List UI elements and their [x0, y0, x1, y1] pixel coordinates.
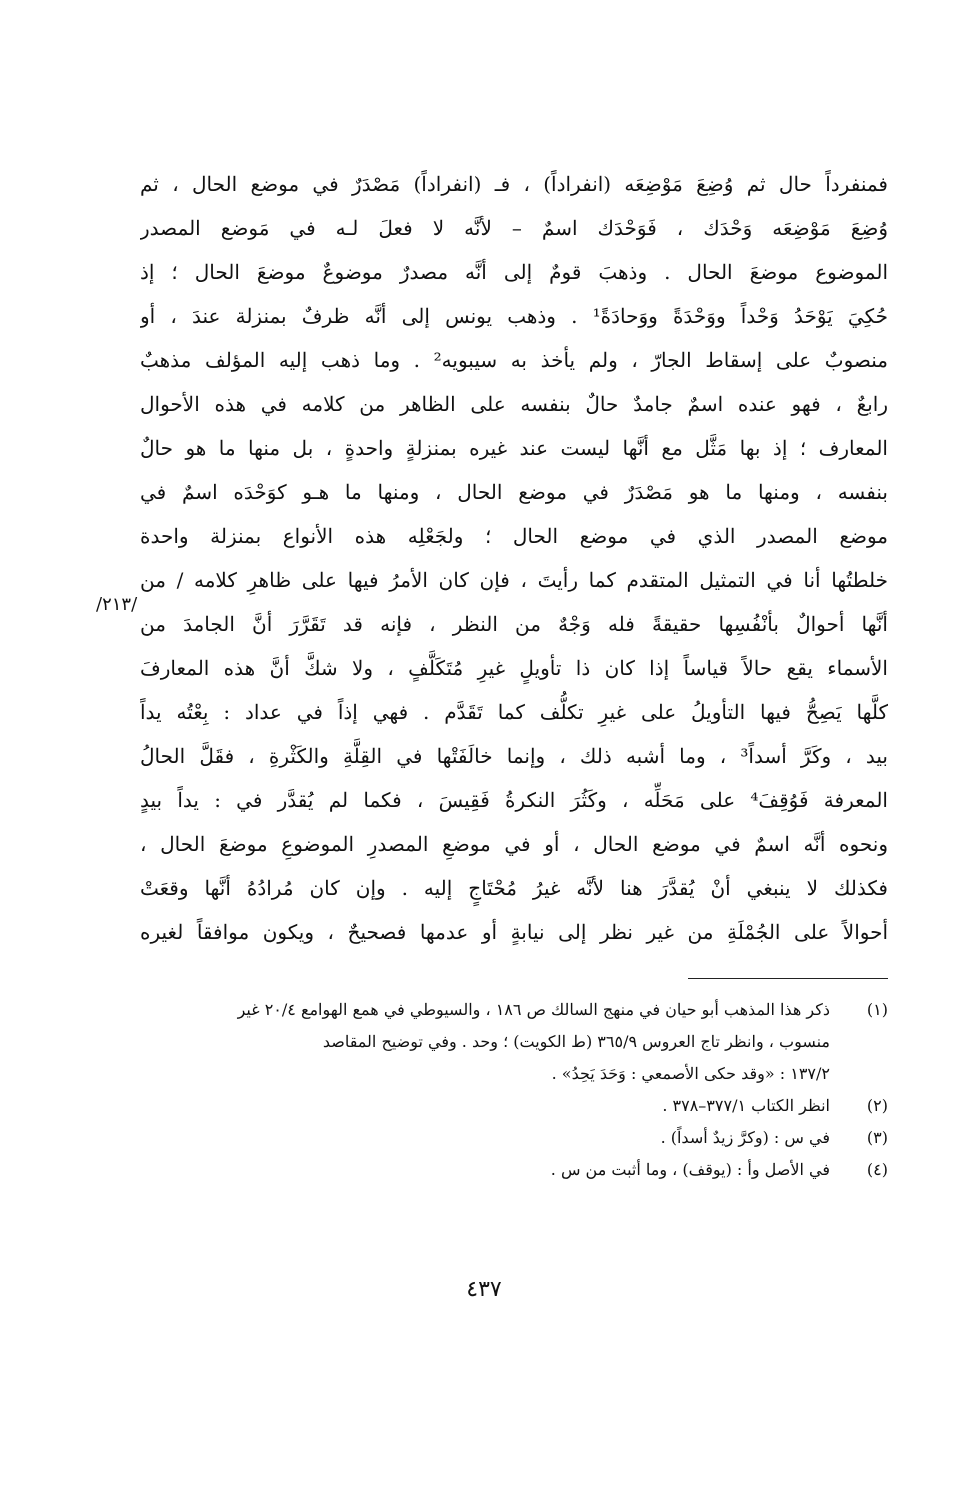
- footnote: [140, 1154, 888, 1186]
- text-line: رابعٌ ، فهو عنده اسمٌ جامدٌ حالٌ بنفسه على الظاهر من كلامه في هذه الأحوال: [140, 392, 888, 416]
- text-line: أحوالاً على الجُمْلَةِ من غير نظر إلى نيابةٍ أو عدمها فصحيحٌ ، ويكون موافقاً لغيره: [140, 920, 888, 944]
- text-line: المعارف ؛ إذ بها مَثَّل مع أنَّها ليست عند غيره بمنزلةٍ واحدةٍ ، بل منها ما هو حالٌ: [140, 436, 888, 460]
- footnote-line: انظر الكتاب ٣٧٧/١–٣٧٨ .: [662, 1096, 830, 1115]
- footnote-body: [140, 994, 830, 1090]
- manuscript-folio-marker: /٢١٣/: [96, 594, 138, 615]
- main-text-block: [140, 162, 888, 954]
- footnote-line: في الأصل وأ : (يوقف) ، وما أثبت من س .: [550, 1160, 830, 1179]
- footnote-line: ١٣٧/٢ : «وقد حكى الأصمعي : وَحَدَ يَحِدُ» .: [551, 1064, 830, 1083]
- footnote-number: (٤): [866, 1160, 888, 1179]
- footnote-divider: [688, 978, 888, 979]
- text-line: وُضِعَ مَوْضِعَه وَحْدَك ، فَوَحْدَك اسمٌ – لأنَّه لا فعلَ لـه في مَوضع المصدر: [140, 216, 888, 240]
- footnote-line: في س : (وكرَّ زيدٌ أسداً) .: [660, 1128, 830, 1147]
- text-line: حُكِيَ يَوْحَدُ وَحْداً ووَحْدَةً ووَحادَةً¹ . وذهب يونس إلى أنَّه ظرفٌ بمنزلة عندَ ، أو: [140, 304, 888, 328]
- text-line: بنفسه ، ومنها ما هو مَصْدَرٌ في موضع الحال ، ومنها ما هـو كوَحْدَه اسمٌ في: [140, 480, 888, 504]
- footnote-line: منسوب ، وانظر تاج العروس ٣٦٥/٩ (ط الكويت) ؛ وحد . وفي توضيح المقاصد: [322, 1032, 830, 1051]
- text-line: الأسماء يقع حالاً قياساً إذا كان ذا تأويلٍ غيرِ مُتَكَلَّفٍ ، ولا شكَّ أنَّ هذه المعارفَ: [140, 656, 888, 680]
- text-line: الموضوع موضعَ الحال . وذهبَ قومٌ إلى أنَّه مصدرٌ موضوعٌ موضعَ الحال ؛ إذ: [140, 260, 888, 284]
- text-line: المعرفة فَوُقِفَ⁴ على مَحَلِّه ، وكَثُرَ النكرةُ فَقِيسَ ، فكما لم يُقدَّر في : يداً بيدٍ: [140, 788, 888, 812]
- footnote-line: ذكر هذا المذهب أبو حيان في منهج السالك ص ١٨٦ ، والسيوطي في همع الهوامع ٢٠/٤ غير: [237, 1000, 830, 1019]
- footnote-body: [140, 1090, 830, 1122]
- page-number: ٤٣٧: [466, 1277, 502, 1302]
- footnote-number: (١): [866, 1000, 888, 1019]
- text-line: بيد ، وكَرَّ أسداً³ ، وما أشبه ذلك ، وإنما خالَفَتْها في القِلَّةِ والكَثْرةِ ، فقَلَّ الحالُ: [140, 744, 888, 768]
- footnote: [140, 1122, 888, 1154]
- text-line: فمنفرداً حال ثم وُضِعَ مَوْضِعَه (انفراداً) ، فـ (انفراداً) مَصْدَرٌ في موضع الحال ، ثم: [140, 172, 888, 196]
- text-line: خلطتُها أنا في التمثيل المتقدم كما رأيتَ ، فإن كان الأمرُ فيها على ظاهرِ كلامه / من: [140, 568, 888, 592]
- text-line: كلَّها يَصِحُّ فيها التأويلُ على غيرِ تكلُّف كما تَقَدَّم . فهي إذاً في عداد : بِعْتُه يداً: [140, 700, 888, 724]
- footnote-body: [140, 1154, 830, 1186]
- text-line: ونحوه أنَّه اسمٌ في موضع الحال ، أو في موضعِ المصدرِ الموضوعِ موضعَ الحال ،: [140, 832, 888, 856]
- text-line: أنَّها أحوالٌ بأنْفُسِها حقيقةً فله وَجْهٌ من النظر ، فإنه قد تَقَرَّرَ أنَّ الجامدَ من: [140, 612, 888, 636]
- footnotes-section: [140, 994, 888, 1186]
- footnote: [140, 994, 888, 1090]
- footnote-number: (٢): [866, 1096, 888, 1115]
- footnote-number: (٣): [866, 1128, 888, 1147]
- text-line: منصوبٌ على إسقاط الجارّ ، ولم يأخذ به سيبويه² . وما ذهب إليه المؤلف مذهبٌ: [140, 348, 888, 372]
- footnote-body: [140, 1122, 830, 1154]
- text-line: فكذلك لا ينبغي أنْ يُقدَّرَ هنا لأنَّه غيرُ مُحْتَاجٍ إليه . وإن كان مُرادُهُ أنَّها وقعَتْ: [140, 876, 888, 900]
- text-line: موضع المصدر الذي في موضع الحال ؛ ولجَعْلِه هذه الأنواع بمنزلة واحدة: [140, 524, 888, 548]
- footnote: [140, 1090, 888, 1122]
